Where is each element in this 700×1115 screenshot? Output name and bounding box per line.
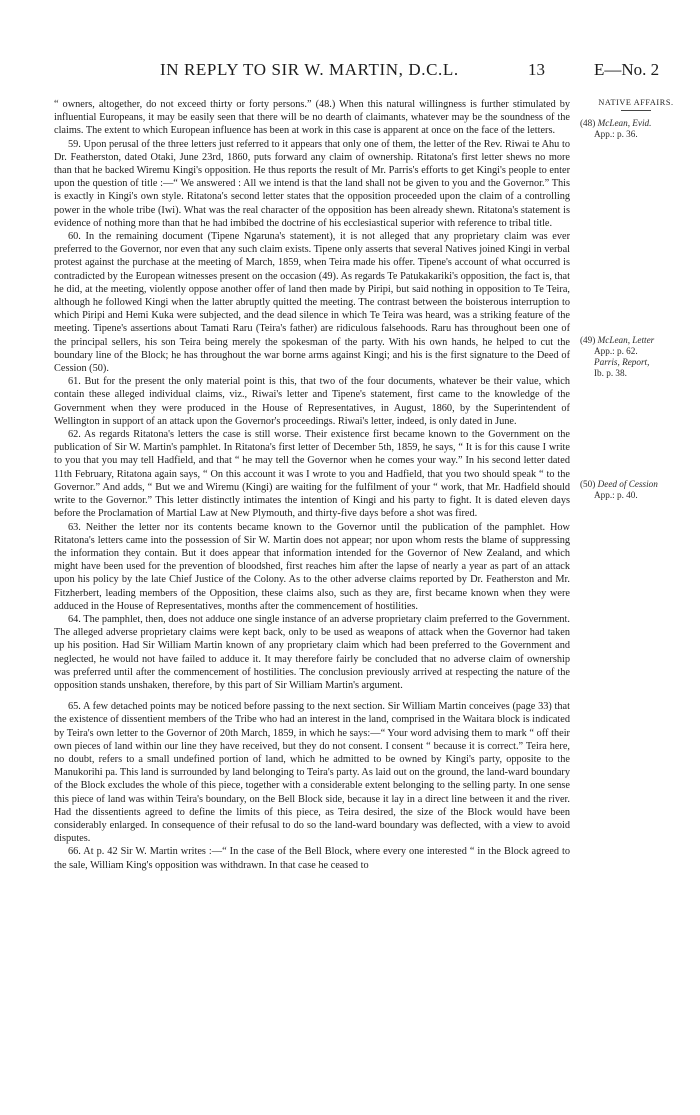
page-header [0, 60, 700, 84]
margin-note-line: Deed of Cession [597, 479, 658, 489]
page-number: 13 [528, 60, 545, 79]
paragraph-61: 61. But for the present the only material point is this, that two of the four documents, whatever be their value, which contain these alleged individual claims, viz., Riwai's letter and Tipene's statement, first came to the knowledge of the Government when they were produced in the House of Representatives, in August, 1860, by the Superintendent of Wellington in support of an attack upon the Governor's proceedings. Riwai's letter, indeed, is only dated in June. [54, 376, 570, 427]
margin-note-line: App.: p. 36. [594, 129, 638, 139]
paper-reference: E—No. 2 [594, 60, 660, 79]
paragraph-58-cont: “ owners, altogether, do not exceed thirty or forty persons.” (48.) When this natural willingness is further stimulated by influential Europeans, it may be easily seen that there will be no dearth of claimants, whatever may be the soundness of the claims. The extent to which European influence has been at work in this case is apparent at once on the face of the letters. [54, 99, 570, 137]
paragraph-64: 64. The pamphlet, then, does not adduce one single instance of an adverse proprietary claim preferred to the Government. The alleged adverse proprietary claims were kept back, only to be used as weapons of attack when the Governor had taken up his position. Had Sir William Martin known of any proprietary claim which had been preferred to the Government and neglected, he would not have failed to adduce it. It may therefore fairly be concluded that no adverse claim of ownership was preferred until after the commencement of hostilities. The conclusion previously arrived at respecting the nature of the opposition stands unshaken, therefore, by this part of Sir William Martin's argument. [54, 613, 570, 691]
margin-note-49 [580, 335, 690, 379]
margin-note-ref: (50) [580, 479, 596, 489]
margin-note-line: Parris, Report, [594, 357, 650, 367]
paragraph-59: 59. Upon perusal of the three letters just referred to it appears that only one of them, the letter of the Rev. Riwai te Ahu to Dr. Featherston, dated Otaki, June 23rd, 1860, puts forward any claim of ownership. Ritatona's first letter shews no more than that he backed Wiremu Kingi's opposition. He thus reports the result of Mr. Parris's efforts to get Kingi's people to enter upon the question of title :—“ We answered : All we intend is that the land shall not be given to you and the Governor.” This is exactly in Kingi's own style. Ritatona's second letter states that the opposition proceeded upon the claim of a controlling power in the whole tribe (Iwi). What was the real character of the opposition has been already shewn. Ritatona's statement is evidence of nothing more than that he had imbibed the doctrine of his ecclesiastical superior with reference to tribal title. [54, 138, 570, 229]
margin-note-ref: (49) [580, 335, 596, 345]
margin-note-line: App.: p. 62. [594, 346, 638, 356]
margin-note-line: App.: p. 40. [594, 490, 638, 500]
margin-note-line: McLean, Evid. [597, 118, 652, 128]
margin-note-50 [580, 479, 690, 501]
margin-note-line: Ib. p. 38. [594, 368, 627, 378]
paragraph-65: 65. A few detached points may be noticed before passing to the next section. Sir William Martin conceives (page 33) that the existence of dissentient members of the Tribe who had an interest in the land, comprised in the Waitara block is indicated by Teira's own letter to the Governor of 20th March, 1859, in which he says:—“ Your word advising them to mark “ off their own pieces of land within our line they have received, but they do not consent. I consent “ because it is correct.” Teira here, no doubt, refers to a small undefined portion of land, which he admitted to be owned by Kingi's party, opposite to the Manukorihi pa. This land is surrounded by land belonging to Teira's party. As laid out on the ground, the land-ward boundary of the Block excludes the whole of this piece, together with a considerable extent belonging to the selling party. In one sense this piece of land was within Teira's boundary, on the Bell Block side, because it lay in a direct line between it and the river. Had the dissentients agreed to define the limits of this piece, as Teira desired, the size of the Block would have been considerably enlarged. In consequence of their refusal to do so the land-ward boundary was deflected, with a view to avoid disputes. [54, 701, 570, 845]
paragraph-60: 60. In the remaining document (Tipene Ngaruna's statement), it is not alleged that any proprietary claim was ever preferred to the Governor, nor even that any such claim exists. Tipene only asserts that several Natives joined Kingi in verbal protest against the purchase at the meeting of March, 1859, when Teira made his offer. Tipene's account of what occurred is contradicted by the European witnesses present on the occasion (49). As regards Te Patukakariki's opposition, the fact is, that he did, at the meeting, violently oppose another offer of land then made by Piripi, but said nothing in opposition to Te Teira, although he followed Kingi when the latter abruptly quitted the meeting. The contrast between the boisterous interruption to which Piripi and Hemi Kuka were subjected, and the dead silence in which Te Teira was heard, was a striking feature of the meeting. Tipene's assertions about Tamati Raru (Teira's father) are ridiculous falsehoods. Raru has throughout been one of the principal sellers, his son Teira being merely the spokesman of the party. With his own hands, he helped to cut the boundary line of the Block; he has throughout the war borne arms against Kingi; and his is the first signature to the Deed of Cession (50). [54, 231, 570, 375]
margin-note-48 [580, 118, 690, 140]
paragraph-62: 62. As regards Ritatona's letters the case is still worse. Their existence first became known to the Government on the publication of Sir W. Martin's pamphlet. In Ritatona's first letter of December 5th, 1859, he says, “ It is for this cause I write to you that you may tell Hadfield, and that “ he may tell the Governor when he comes your way.” In his second letter dated 11th February, Ritatona again says, “ On this account it was I wrote to you and Hadfield, that you two should speak “ to the Governor.” And adds, “ But we and Wiremu (Kingi) are waiting for the fulfilment of your “ work, that Mr. Hadfield should write to the Governor.” This letter distinctly intimates the intention of Kingi and his party to fight. It is dated eleven days before the Proclamation of Martial Law at New Plymouth, and thirty-five days before a shot was fired. [54, 429, 570, 520]
paragraph-63: 63. Neither the letter nor its contents became known to the Governor until the publication of the pamphlet. How Ritatona's letters came into the possession of Sir W. Martin does not appear; nor upon whom rests the blame of suppressing the information they contain. But it does appear that information intended for the Governor of New Zealand, and which might have been used for the prevention of bloodshed, first reaches him after the lapse of nearly a year as part of an attack upon his policy by the late Chief Justice of the Colony. As to the other adverse claims reported by Dr. Featherston and Mr. Fitzherbert, leading members of the Opposition, these claims also, such as they are, first became known when they were adduced in the House of Representatives, months after the commencement of hostilities. [54, 521, 570, 612]
margin-rule [621, 110, 651, 111]
paragraph-66: 66. At p. 42 Sir W. Martin writes :—“ In the case of the Bell Block, where every one interested “ in the Block agreed to the sale, William King's opposition was withdrawn. In that case he ceased to [54, 846, 570, 871]
body-text [54, 98, 570, 872]
margin-heading: NATIVE AFFAIRS. [598, 98, 674, 107]
margin-note-line: McLean, Letter [597, 335, 655, 345]
margin-note-ref: (48) [580, 118, 596, 128]
running-title: IN REPLY TO SIR W. MARTIN, D.C.L. [160, 60, 459, 79]
